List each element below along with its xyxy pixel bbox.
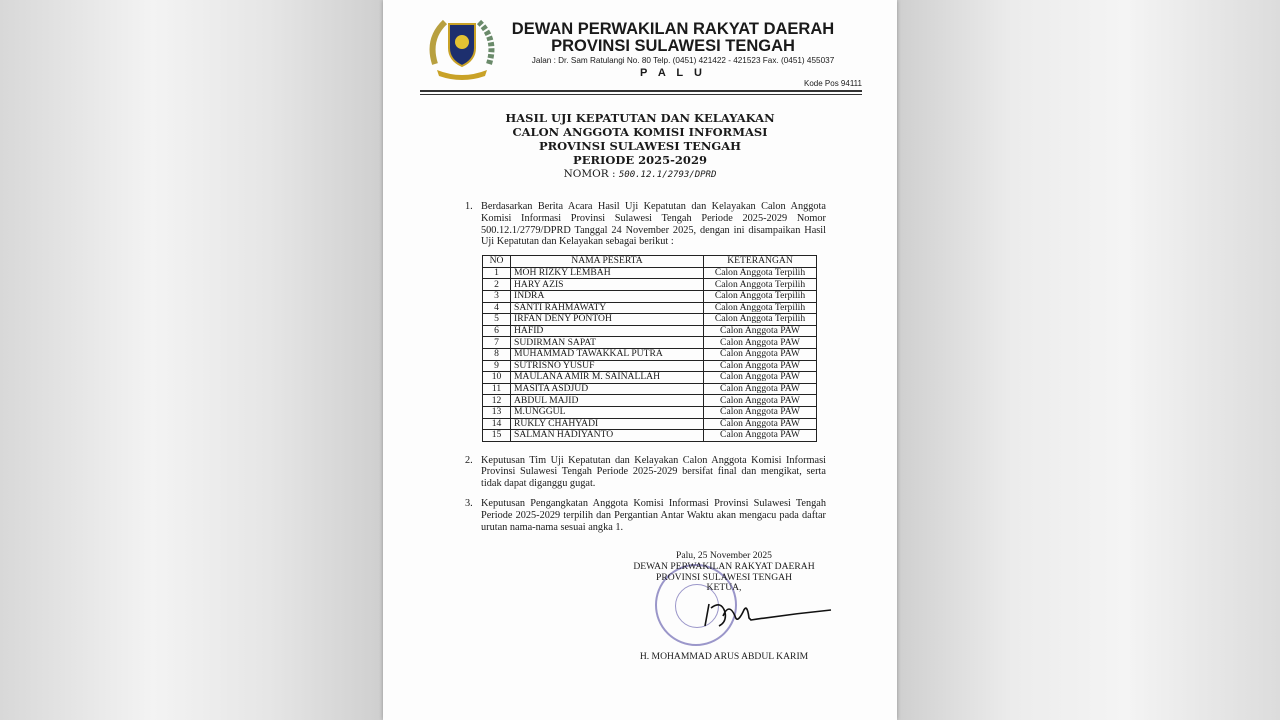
table-row	[483, 337, 817, 349]
cell-keterangan: Calon Anggota PAW	[704, 383, 817, 395]
cell-nama: HAFID	[511, 325, 704, 337]
point-2	[465, 454, 826, 490]
table-row	[483, 406, 817, 418]
blurred-background-right	[897, 0, 1280, 720]
postal-code: Kode Pos 94111	[804, 79, 862, 88]
table-row	[483, 395, 817, 407]
table-row	[483, 290, 817, 302]
cell-keterangan: Calon Anggota PAW	[704, 348, 817, 360]
point-text: Keputusan Pengangkatan Anggota Komisi Informasi Provinsi Sulawesi Tengah Periode 2025-2029 terpilih dan Pergantian Antar Waktu akan mengacu pada daftar urutan nama-nama sesuai angka 1.	[481, 498, 826, 533]
cell-keterangan: Calon Anggota PAW	[704, 395, 817, 407]
cell-nama: RUKLY CHAHYADI	[511, 418, 704, 430]
cell-no: 14	[483, 418, 511, 430]
table-header-row	[483, 256, 817, 268]
cell-keterangan: Calon Anggota Terpilih	[704, 314, 817, 326]
cell-no: 13	[483, 406, 511, 418]
point-1	[465, 201, 826, 248]
cell-keterangan: Calon Anggota PAW	[704, 372, 817, 384]
table-row	[483, 325, 817, 337]
cell-no: 2	[483, 279, 511, 291]
signature-org1: DEWAN PERWAKILAN RAKYAT DAERAH	[633, 561, 815, 573]
place-date: Palu, 25 November 2025	[676, 550, 772, 562]
cell-keterangan: Calon Anggota PAW	[704, 337, 817, 349]
table-row	[483, 348, 817, 360]
cell-nama: INDRA	[511, 290, 704, 302]
cell-no: 4	[483, 302, 511, 314]
header-nama: NAMA PESERTA	[511, 256, 704, 268]
cell-nama: MUHAMMAD TAWAKKAL PUTRA	[511, 348, 704, 360]
header-no: NO	[483, 256, 511, 268]
cell-nama: SALMAN HADIYANTO	[511, 430, 704, 442]
signature-area	[613, 551, 835, 663]
table-row	[483, 267, 817, 279]
document-number	[383, 168, 897, 181]
handwritten-signature	[701, 594, 836, 634]
cell-nama: MASITA ASDJUD	[511, 383, 704, 395]
cell-keterangan: Calon Anggota Terpilih	[704, 279, 817, 291]
point-3	[465, 498, 826, 533]
title-line2: CALON ANGGOTA KOMISI INFORMASI	[512, 125, 768, 139]
letterhead-address: Jalan : Dr. Sam Ratulangi No. 80 Telp. (0451) 421422 - 421523 Fax. (0451) 455037	[531, 56, 835, 65]
nomor-label: NOMOR :	[563, 168, 616, 180]
cell-nama: SANTI RAHMAWATY	[511, 302, 704, 314]
cell-keterangan: Calon Anggota Terpilih	[704, 290, 817, 302]
signature-org2: PROVINSI SULAWESI TENGAH	[655, 571, 793, 583]
cell-nama: SUTRISNO YUSUF	[511, 360, 704, 372]
point-text: Berdasarkan Berita Acara Hasil Uji Kepatutan dan Kelayakan Calon Anggota Komisi Informasi Provinsi Sulawesi Tengah Periode 2025-2029 Nomor 500.12.1/2779/DPRD Tanggal 24 November 2025, dengan ini disampaikan Hasil Uji Kepatutan dan Kelayakan sebagai berikut :	[481, 201, 826, 248]
cell-nama: MOH RIZKY LEMBAH	[511, 267, 704, 279]
letterhead-divider	[420, 90, 862, 95]
document-page	[383, 0, 897, 720]
point-number: 2.	[465, 454, 473, 466]
title-line3: PROVINSI SULAWESI TENGAH	[538, 139, 742, 153]
blurred-background-left	[0, 0, 383, 720]
letterhead-line2: PROVINSI SULAWESI TENGAH	[551, 37, 795, 55]
cell-no: 3	[483, 290, 511, 302]
document-title	[383, 111, 897, 167]
cell-nama: IRFAN DENY PONTOH	[511, 314, 704, 326]
table-row	[483, 372, 817, 384]
cell-nama: HARY AZIS	[511, 279, 704, 291]
title-line1: HASIL UJI KEPATUTAN DAN KELAYAKAN	[505, 111, 775, 125]
cell-no: 6	[483, 325, 511, 337]
cell-no: 11	[483, 383, 511, 395]
cell-no: 9	[483, 360, 511, 372]
table-row	[483, 418, 817, 430]
cell-keterangan: Calon Anggota PAW	[704, 360, 817, 372]
dprd-logo-icon	[427, 14, 497, 82]
table-row	[483, 383, 817, 395]
cell-nama: MAULANA AMIR M. SAINALLAH	[511, 372, 704, 384]
header-keterangan: KETERANGAN	[704, 256, 817, 268]
letterhead-city: P A L U	[640, 67, 706, 79]
table-row	[483, 279, 817, 291]
nomor-value: 500.12.1/2793/DPRD	[618, 170, 717, 180]
cell-nama: ABDUL MAJID	[511, 395, 704, 407]
cell-keterangan: Calon Anggota PAW	[704, 325, 817, 337]
table-row	[483, 302, 817, 314]
signature-role: KETUA,	[706, 582, 742, 594]
cell-no: 5	[483, 314, 511, 326]
cell-keterangan: Calon Anggota PAW	[704, 406, 817, 418]
title-line4: PERIODE 2025-2029	[573, 153, 707, 167]
table-row	[483, 314, 817, 326]
cell-nama: M.UNGGUL	[511, 406, 704, 418]
cell-no: 10	[483, 372, 511, 384]
letterhead-line1: DEWAN PERWAKILAN RAKYAT DAERAH	[511, 20, 835, 38]
point-text: Keputusan Tim Uji Kepatutan dan Kelayakan Calon Anggota Komisi Informasi Provinsi Sulawesi Tengah Periode 2025-2029 bersifat final dan mengikat, serta tidak dapat diganggu gugat.	[481, 454, 826, 490]
cell-no: 12	[483, 395, 511, 407]
signatory-name: H. MOHAMMAD ARUS ABDUL KARIM	[639, 651, 809, 663]
candidates-table	[482, 255, 817, 442]
cell-nama: SUDIRMAN SAPAT	[511, 337, 704, 349]
cell-no: 1	[483, 267, 511, 279]
document-body	[383, 111, 897, 663]
point-number: 1.	[465, 201, 473, 212]
cell-keterangan: Calon Anggota PAW	[704, 418, 817, 430]
cell-keterangan: Calon Anggota Terpilih	[704, 267, 817, 279]
cell-no: 8	[483, 348, 511, 360]
point-number: 3.	[465, 498, 473, 510]
table-row	[483, 360, 817, 372]
cell-keterangan: Calon Anggota Terpilih	[704, 302, 817, 314]
signature-block	[613, 551, 835, 593]
cell-keterangan: Calon Anggota PAW	[704, 430, 817, 442]
table-row	[483, 430, 817, 442]
cell-no: 15	[483, 430, 511, 442]
cell-no: 7	[483, 337, 511, 349]
